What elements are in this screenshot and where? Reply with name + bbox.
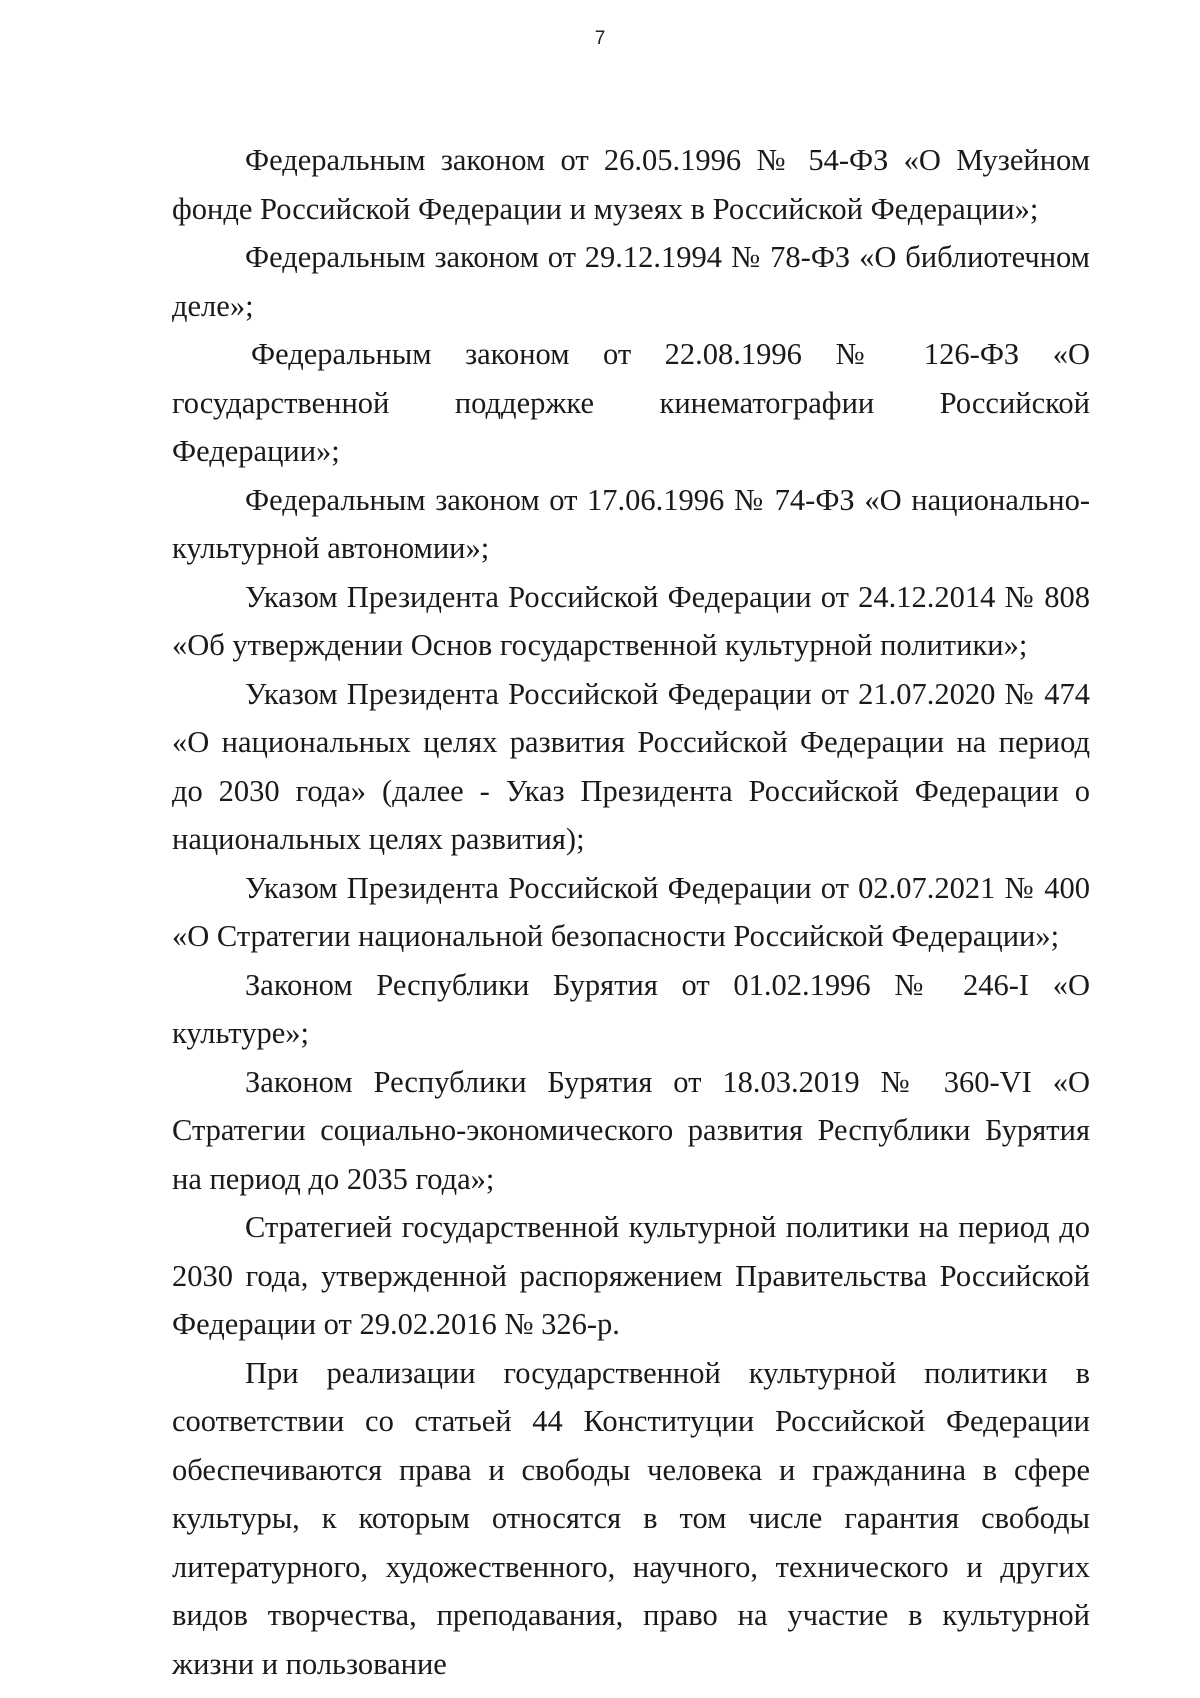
page-number: 7 <box>594 28 606 49</box>
paragraph-buryatia-strategy-law: Законом Республики Бурятия от 18.03.2019 № 360-VI «О Стратегии социально-экономического развития Республики Бурятия на период до 2035 года»; <box>172 1064 1090 1196</box>
paragraph-decree-474: Указом Президента Российской Федерации от 21.07.2020 № 474 «О национальных целях развития Российской Федерации на период до 2030 года» (далее - Указ Президента Российской Федерации о национальных целях развития); <box>172 676 1090 856</box>
paragraph-constitution-article-44: При реализации государственной культурной политики в соответствии со статьей 44 Конституции Российской Федерации обеспечиваются права и свободы человека и гражданина в сфере культуры, к которым относятся в том числе гарантия свободы литературного, художественного, научного, технического и других видов творчества, преподавания, право на участие в культурной жизни и пользование <box>172 1355 1090 1681</box>
paragraph-decree-808: Указом Президента Российской Федерации от 24.12.2014 № 808 «Об утверждении Основ государственной культурной политики»; <box>172 579 1090 662</box>
paragraph-library-law: Федеральным законом от 29.12.1994 № 78-ФЗ «О библиотечном деле»; <box>172 240 1090 323</box>
paragraph-cinematography-law: Федеральным законом от 22.08.1996 № 126-ФЗ «О государственной поддержке кинематографии Российской Федерации»; <box>172 337 1090 468</box>
document-body <box>172 136 1090 1688</box>
paragraph-national-cultural-autonomy-law: Федеральным законом от 17.06.1996 № 74-ФЗ «О национально-культурной автономии»; <box>172 482 1090 565</box>
paragraph-museum-fund-law: Федеральным законом от 26.05.1996 № 54-ФЗ «О Музейном фонде Российской Федерации и музеях в Российской Федерации»; <box>172 143 1090 226</box>
paragraph-cultural-policy-strategy: Стратегией государственной культурной политики на период до 2030 года, утвержденной распоряжением Правительства Российской Федерации от 29.02.2016 № 326-р. <box>172 1210 1090 1341</box>
paragraph-buryatia-culture-law: Законом Республики Бурятия от 01.02.1996 № 246-I «О культуре»; <box>172 967 1090 1050</box>
paragraph-decree-400: Указом Президента Российской Федерации от 02.07.2021 № 400 «О Стратегии национальной безопасности Российской Федерации»; <box>172 870 1090 953</box>
